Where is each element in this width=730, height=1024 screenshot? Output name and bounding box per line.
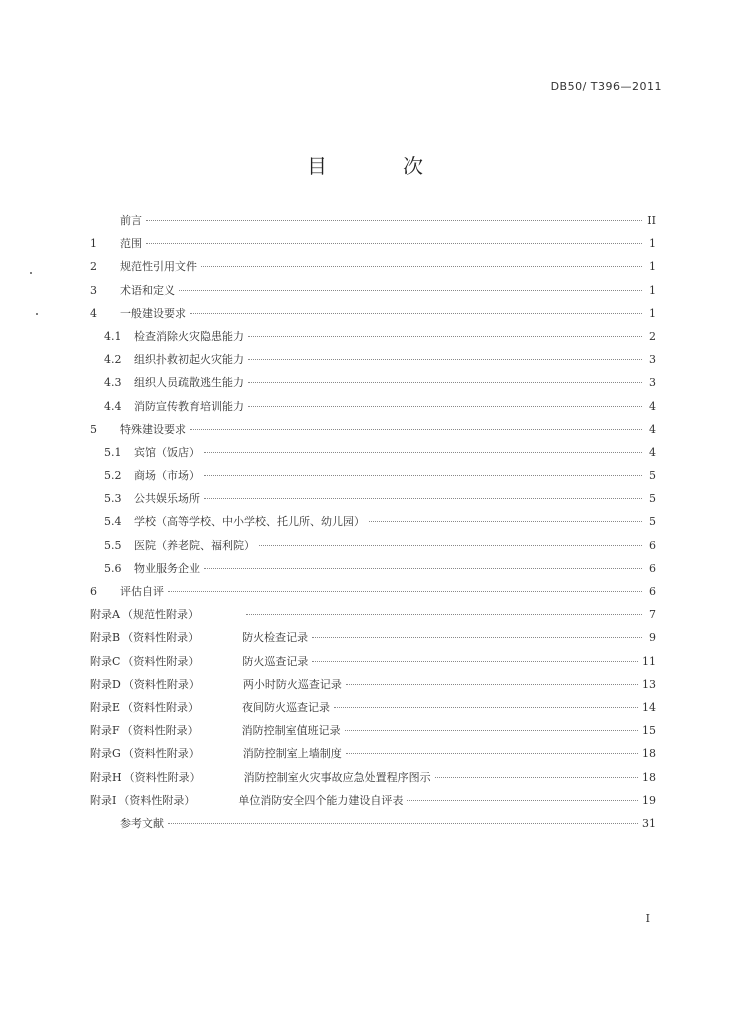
toc-entry[interactable] — [90, 282, 656, 305]
toc-entry-number: 5.3 — [104, 492, 122, 506]
toc-entry-number: 附录F — [90, 724, 120, 738]
toc-leader-dots — [346, 684, 638, 685]
toc-entry-number: 4.4 — [104, 399, 122, 413]
toc-entry[interactable] — [90, 629, 656, 652]
toc-entry-number: 附录A — [90, 608, 120, 622]
toc-leader-dots — [146, 243, 642, 244]
page-number: I — [645, 912, 650, 925]
toc-entry-label: 组织扑救初起火灾能力 — [134, 353, 244, 367]
toc-entry-label: 物业服务企业 — [134, 561, 200, 575]
toc-entry-page: 6 — [649, 538, 656, 552]
toc-entry-number: 4.2 — [104, 353, 122, 367]
toc-leader-dots — [248, 359, 642, 360]
table-of-contents — [90, 212, 656, 838]
toc-entry-page: 5 — [649, 469, 656, 483]
toc-entry-number: 1 — [90, 237, 97, 251]
toc-entry-appendix-type: （资料性附录） — [122, 677, 200, 691]
toc-entry-page: 13 — [642, 677, 656, 691]
toc-entry-label: 商场（市场） — [134, 469, 200, 483]
toc-entry-page: 31 — [642, 816, 656, 830]
toc-entry-page: 3 — [649, 353, 656, 367]
toc-entry-label: 检查消除火灾隐患能力 — [134, 329, 244, 343]
toc-entry-number: 附录I — [90, 793, 117, 807]
toc-leader-dots — [204, 475, 642, 476]
toc-entry-page: 2 — [649, 329, 656, 343]
toc-leader-dots — [179, 290, 642, 291]
toc-leader-dots — [312, 637, 642, 638]
toc-entry[interactable] — [90, 235, 656, 258]
toc-leader-dots — [246, 614, 642, 615]
toc-entry[interactable] — [90, 653, 656, 676]
toc-entry-appendix-type: （资料性附录） — [122, 631, 200, 645]
toc-leader-dots — [146, 220, 642, 221]
toc-entry-label: 消防控制室火灾事故应急处置程序图示 — [243, 770, 431, 784]
toc-entry-label: 术语和定义 — [120, 283, 175, 297]
toc-entry-page: 18 — [642, 747, 656, 761]
toc-leader-dots — [248, 336, 642, 337]
toc-entry-label: 消防控制室值班记录 — [241, 724, 341, 738]
toc-entry[interactable] — [90, 467, 656, 490]
toc-entry[interactable] — [90, 398, 656, 421]
toc-leader-dots — [334, 707, 638, 708]
toc-entry-page: 6 — [649, 585, 656, 598]
toc-entry[interactable] — [90, 351, 656, 374]
toc-entry-label: 消防控制室上墙制度 — [242, 747, 342, 761]
document-code: DB50/ T396—2011 — [550, 80, 662, 93]
toc-leader-dots — [369, 521, 642, 522]
toc-entry[interactable] — [90, 212, 656, 235]
toc-entry[interactable] — [90, 537, 656, 560]
toc-entry-number: 6 — [90, 585, 97, 598]
toc-entry-number: 4.1 — [104, 329, 122, 343]
toc-entry-appendix-type: （资料性附录） — [123, 770, 201, 784]
toc-entry-page: 18 — [642, 770, 656, 784]
toc-leader-dots — [248, 406, 642, 407]
toc-entry-appendix-type: （资料性附录） — [122, 747, 200, 761]
toc-entry[interactable] — [90, 421, 656, 444]
toc-leader-dots — [312, 661, 638, 662]
scan-speck — [36, 313, 38, 315]
toc-entry-number: 5 — [90, 422, 97, 436]
toc-entry[interactable] — [90, 606, 656, 629]
toc-entry-page: 4 — [649, 422, 656, 436]
toc-entry[interactable] — [90, 444, 656, 467]
toc-entry-number: 5.5 — [104, 538, 122, 552]
toc-leader-dots — [248, 382, 642, 383]
toc-entry-number: 5.2 — [104, 469, 122, 483]
toc-entry-page: 1 — [649, 260, 656, 274]
toc-entry-appendix-type: （规范性附录） — [121, 608, 199, 622]
toc-entry-page: II — [647, 214, 656, 227]
toc-entry-appendix-type: （资料性附录） — [122, 700, 200, 714]
toc-leader-dots — [259, 545, 642, 546]
toc-entry-number: 2 — [90, 260, 97, 274]
toc-entry-number: 附录H — [90, 770, 122, 784]
toc-entry-label: 消防宣传教育培训能力 — [134, 399, 244, 413]
toc-entry-label: 公共娱乐场所 — [134, 492, 200, 506]
toc-entry-page: 7 — [649, 608, 656, 622]
toc-entry-label: 夜间防火巡查记录 — [242, 700, 331, 714]
toc-entry-label: 评估自评 — [120, 585, 164, 598]
toc-entry[interactable] — [90, 769, 656, 792]
toc-leader-dots — [201, 266, 642, 267]
toc-entry-appendix-type: （资料性附录） — [121, 724, 199, 738]
toc-entry-page: 19 — [642, 793, 656, 807]
toc-entry-appendix-type: （资料性附录） — [118, 793, 196, 807]
toc-leader-dots — [435, 777, 638, 778]
toc-entry[interactable] — [90, 722, 656, 745]
toc-entry-page: 4 — [649, 445, 656, 459]
toc-entry-page: 5 — [649, 492, 656, 506]
toc-leader-dots — [190, 313, 642, 314]
toc-entry-page: 5 — [649, 515, 656, 529]
toc-entry[interactable] — [90, 490, 656, 513]
toc-entry-page: 1 — [649, 306, 656, 320]
toc-leader-dots — [204, 452, 642, 453]
toc-entry-label: 组织人员疏散逃生能力 — [134, 376, 244, 390]
toc-entry-number: 5.4 — [104, 515, 122, 529]
toc-leader-dots — [346, 753, 638, 754]
toc-leader-dots — [204, 498, 642, 499]
toc-entry-page: 11 — [642, 654, 656, 668]
scan-speck — [30, 272, 32, 274]
toc-entry-number: 4.3 — [104, 376, 122, 390]
toc-entry[interactable] — [90, 792, 656, 815]
toc-leader-dots — [168, 591, 642, 592]
toc-entry[interactable] — [90, 374, 656, 397]
toc-entry-page: 6 — [649, 561, 656, 575]
toc-entry[interactable] — [90, 745, 656, 768]
toc-entry-label: 宾馆（饭店） — [134, 445, 200, 459]
toc-entry[interactable] — [90, 328, 656, 351]
toc-entry-number: 附录C — [90, 654, 121, 668]
toc-entry-page: 4 — [649, 399, 656, 413]
toc-entry-appendix-type: （资料性附录） — [122, 654, 200, 668]
toc-entry-label: 单位消防安全四个能力建设自评表 — [238, 793, 404, 807]
toc-entry-number: 附录D — [90, 677, 121, 691]
page-title: 目 次 — [307, 154, 451, 178]
toc-entry[interactable] — [90, 560, 656, 583]
toc-leader-dots — [168, 823, 638, 824]
toc-leader-dots — [345, 730, 638, 731]
toc-entry-number: 附录E — [90, 700, 121, 714]
toc-entry[interactable] — [90, 583, 656, 606]
toc-entry[interactable] — [90, 305, 656, 328]
toc-entry-label: 防火检查记录 — [242, 631, 309, 645]
toc-entry-page: 3 — [649, 376, 656, 390]
toc-entry-page: 15 — [642, 724, 656, 738]
toc-entry[interactable] — [90, 815, 656, 838]
toc-entry-number: 3 — [90, 283, 97, 297]
toc-entry-label: 防火巡查记录 — [242, 654, 309, 668]
toc-entry-label: 规范性引用文件 — [120, 260, 197, 274]
toc-entry[interactable] — [90, 258, 656, 281]
toc-leader-dots — [407, 800, 638, 801]
toc-entry-label: 前言 — [120, 214, 142, 227]
toc-entry[interactable] — [90, 676, 656, 699]
toc-leader-dots — [190, 429, 642, 430]
toc-entry-label: 范围 — [120, 237, 142, 251]
toc-entry-page: 14 — [642, 700, 656, 714]
toc-entry-number: 附录G — [90, 747, 121, 761]
toc-leader-dots — [204, 568, 642, 569]
toc-entry-number: 4 — [90, 306, 97, 320]
toc-entry[interactable] — [90, 699, 656, 722]
toc-entry-page: 1 — [649, 283, 656, 297]
toc-entry-label: 学校（高等学校、中小学校、托儿所、幼儿园） — [134, 515, 365, 529]
toc-entry-number: 5.6 — [104, 561, 122, 575]
toc-entry-label: 特殊建设要求 — [120, 422, 186, 436]
toc-entry-page: 9 — [649, 631, 656, 645]
toc-entry[interactable] — [90, 513, 656, 536]
toc-entry-label: 两小时防火巡查记录 — [242, 677, 342, 691]
toc-entry-number: 5.1 — [104, 445, 122, 459]
toc-entry-number: 附录B — [90, 631, 121, 645]
toc-entry-label: 医院（养老院、福利院） — [134, 538, 255, 552]
toc-entry-page: 1 — [649, 237, 656, 251]
toc-entry-label: 参考文献 — [120, 816, 164, 830]
toc-entry-label: 一般建设要求 — [120, 306, 186, 320]
